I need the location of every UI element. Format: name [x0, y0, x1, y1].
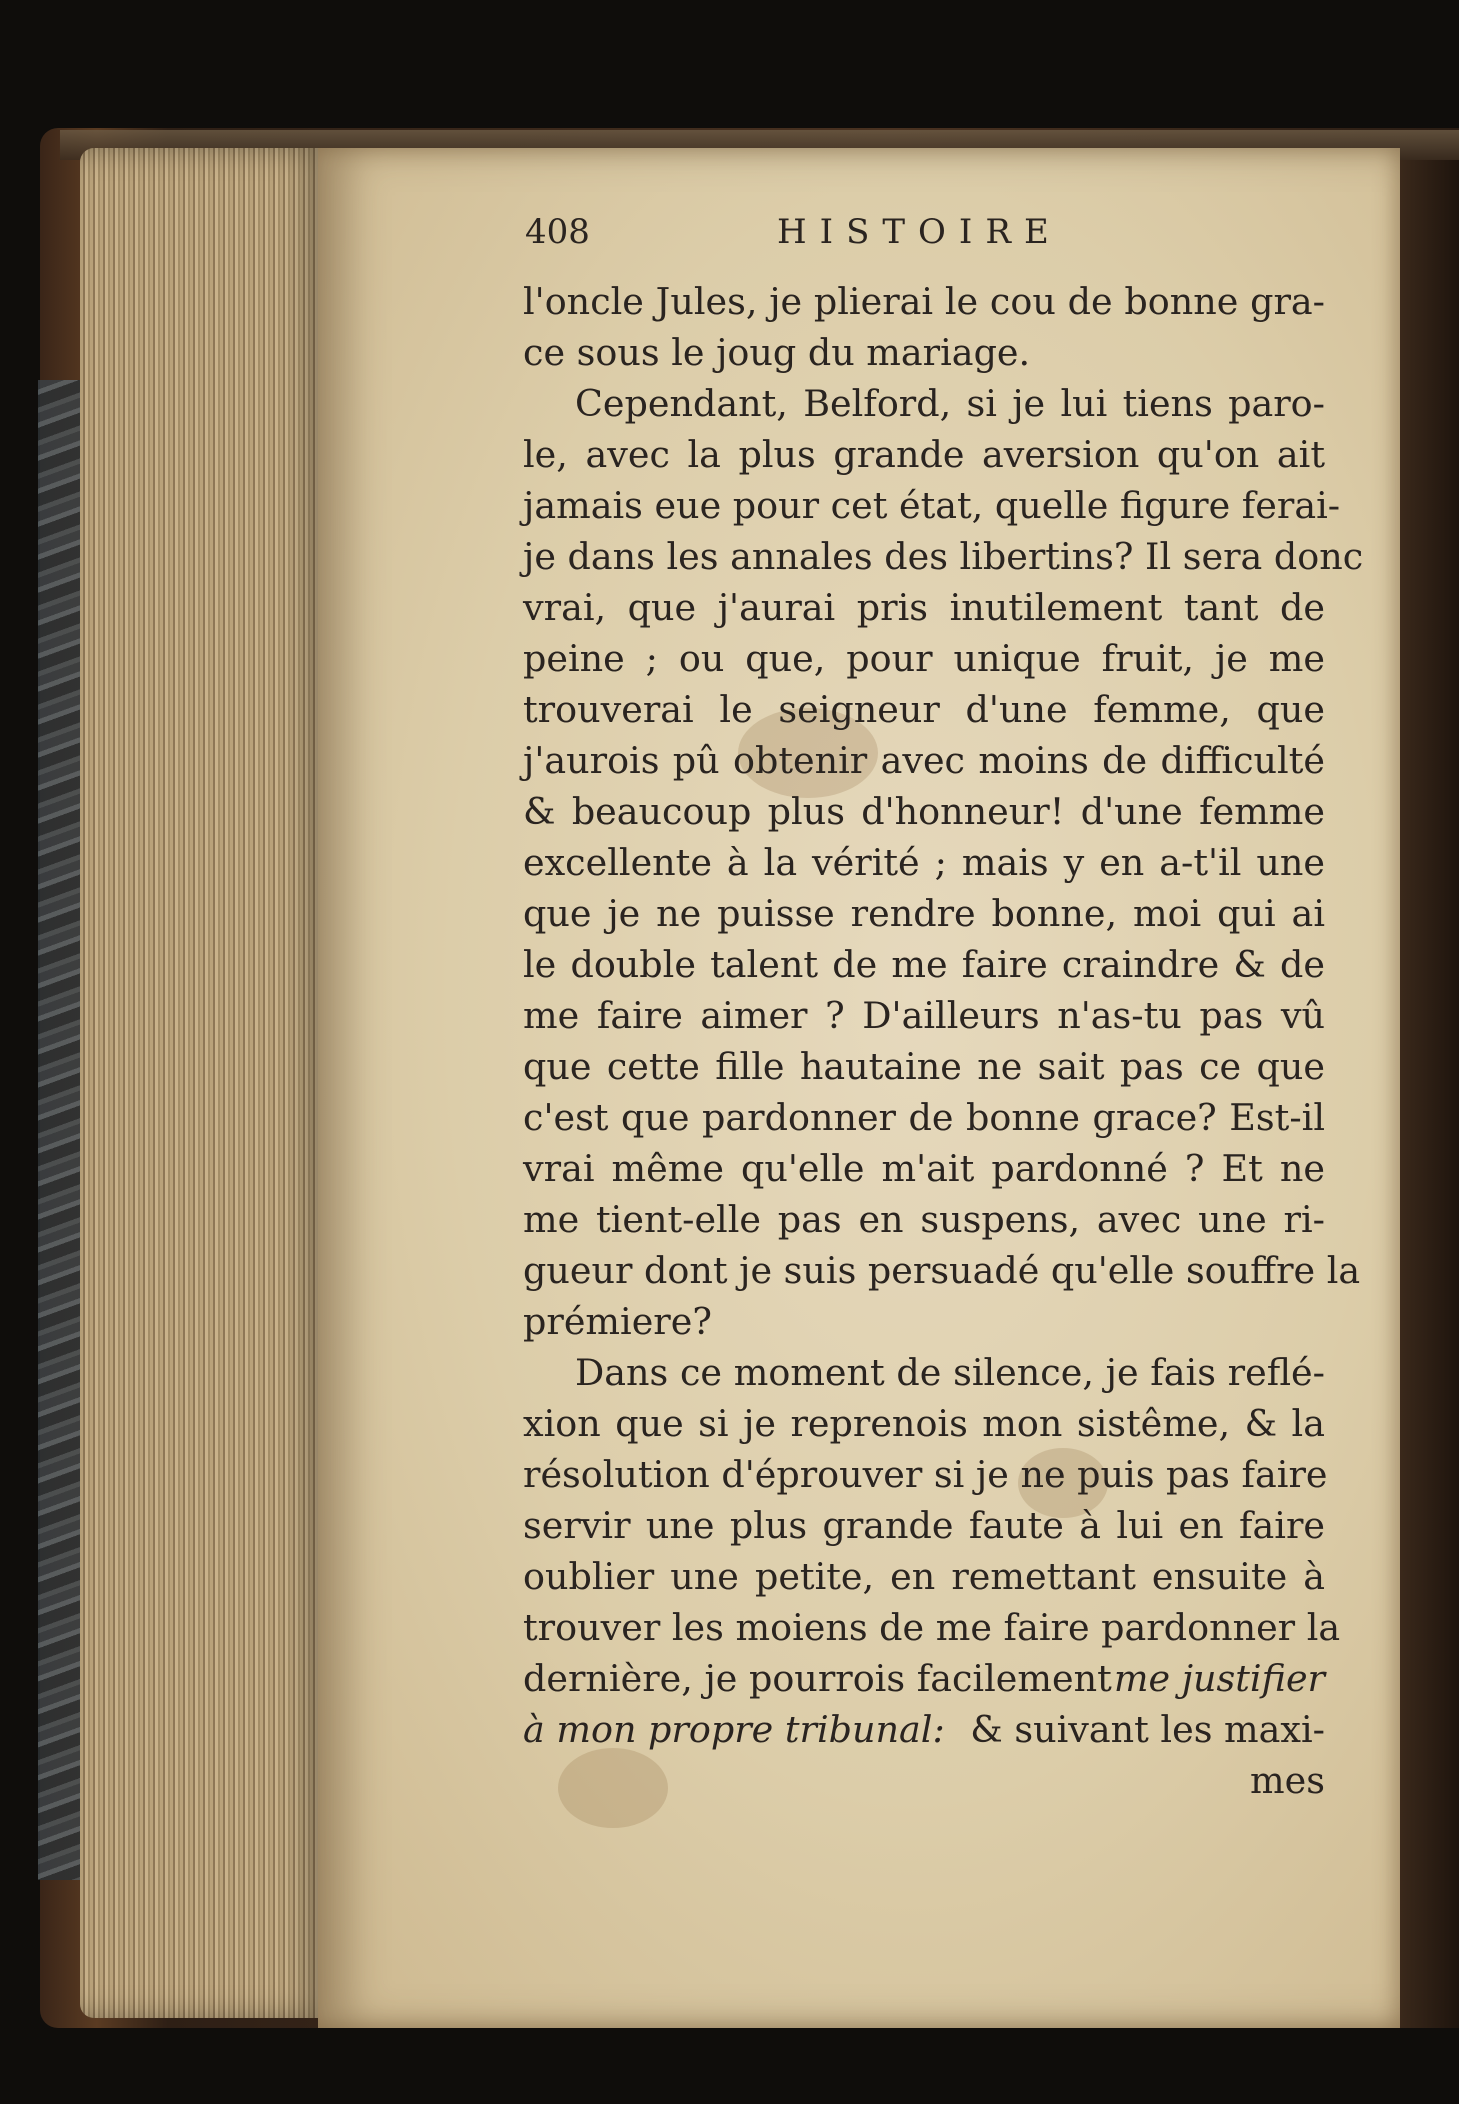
text-line: je dans les annales des libertins? Il sera donc [523, 535, 1364, 578]
text-line: ce sous le joug du mariage. [523, 331, 1031, 374]
text-line: oublier une petite, en remettant ensuite à [523, 1555, 1325, 1598]
body-text [523, 276, 1364, 1806]
text-line: & beaucoup plus d'honneur! d'une femme [523, 790, 1325, 833]
text-line: le double talent de me faire craindre & de [523, 943, 1325, 986]
text-line: me tient-elle pas en suspens, avec une ri- [523, 1198, 1325, 1241]
text-line: j'aurois pû obtenir avec moins de difficulté [523, 739, 1325, 782]
text-line: Cependant, Belford, si je lui tiens paro- [575, 382, 1325, 425]
text-line: Dans ce moment de silence, je fais reflé- [575, 1351, 1325, 1394]
text-line: que cette fille hautaine ne sait pas ce que [523, 1045, 1325, 1088]
text-line: trouverai le seigneur d'une femme, que [523, 688, 1325, 731]
text-line: jamais eue pour cet état, quelle figure ferai- [523, 484, 1341, 527]
text-fragment: & suivant les maxi- [970, 1708, 1325, 1751]
text-line: xion que si je reprenois mon sistême, & la [523, 1402, 1325, 1445]
text-line: l'oncle Jules, je plierai le cou de bonne gra- [523, 280, 1325, 323]
running-head: HISTOIRE [777, 212, 1062, 252]
text-line: vrai même qu'elle m'ait pardonné ? Et ne [523, 1147, 1325, 1190]
page-header [525, 212, 1325, 268]
text-line: vrai, que j'aurai pris inutilement tant de [523, 586, 1325, 629]
page-stack-edge [80, 148, 330, 2018]
facing-page-edge [1396, 160, 1459, 2028]
text-line: c'est que pardonner de bonne grace? Est-il [523, 1096, 1325, 1139]
text-line: excellente à la vérité ; mais y en a-t'il une [523, 841, 1325, 884]
text-line: résolution d'éprouver si je ne puis pas faire [523, 1453, 1328, 1496]
catchword: mes [1250, 1759, 1325, 1802]
text-line: gueur dont je suis persuadé qu'elle souffre la [523, 1249, 1361, 1292]
text-line: trouver les moiens de me faire pardonner la [523, 1606, 1341, 1649]
text-line: peine ; ou que, pour unique fruit, je me [523, 637, 1325, 680]
text-line: me faire aimer ? D'ailleurs n'as-tu pas vû [523, 994, 1325, 1037]
text-line [523, 1653, 1325, 1704]
marbled-endpaper [38, 380, 82, 1880]
text-line: le, avec la plus grande aversion qu'on ait [523, 433, 1325, 476]
text-line: servir une plus grande faute à lui en faire [523, 1504, 1325, 1547]
text-line [523, 1704, 1325, 1755]
text-line: prémiere? [523, 1300, 712, 1343]
page-number: 408 [525, 212, 590, 252]
italic-fragment: à mon propre tribunal: [523, 1708, 945, 1751]
text-fragment: dernière, je pourrois facilement [523, 1657, 1112, 1700]
italic-fragment: me justifier [1113, 1657, 1325, 1700]
text-line: que je ne puisse rendre bonne, moi qui ai [523, 892, 1325, 935]
